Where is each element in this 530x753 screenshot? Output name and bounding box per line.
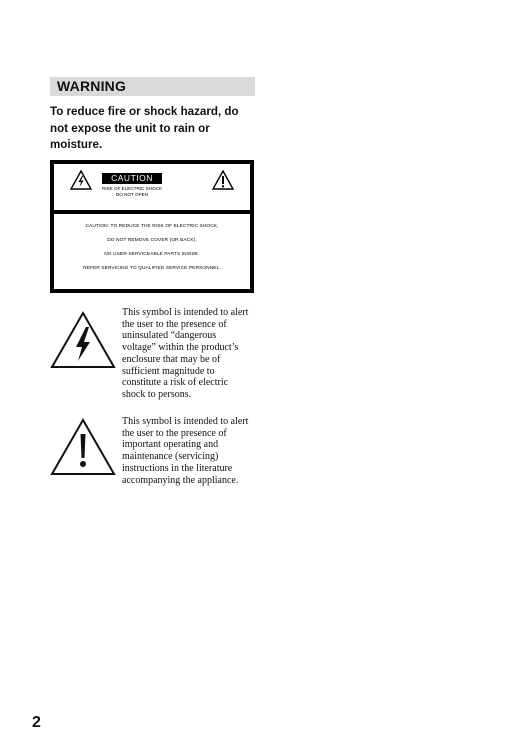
caution-body-line: CAUTION: TO REDUCE THE RISK OF ELECTRIC SHOCK,: [85, 224, 219, 229]
caution-subtitle-line: RISK OF ELECTRIC SHOCK: [102, 186, 162, 191]
description-line: shock to persons.: [122, 388, 192, 400]
caution-body-line: REFER SERVICING TO QUALIFIED SERVICE PERSONNEL.: [83, 266, 221, 271]
lightning-triangle-icon: [70, 170, 92, 190]
hazard-line: moisture.: [50, 138, 103, 151]
caution-subtitle-line: DO NOT OPEN: [115, 192, 149, 197]
description-line: voltage” within the product’s: [122, 342, 239, 354]
description-line: the user to the presence of: [122, 318, 227, 330]
description-line: important operating and: [122, 439, 219, 451]
caution-title: CAUTION: [102, 173, 162, 184]
exclamation-warning-icon: [50, 418, 116, 476]
lightning-symbol-description: [122, 307, 258, 401]
hazard-statement: [50, 104, 255, 154]
description-line: sufficient magnitude to: [122, 365, 215, 377]
lightning-warning-icon: [50, 311, 116, 369]
caution-subtitle: [94, 186, 170, 198]
caution-label: [50, 160, 254, 293]
caution-body-line: NO USER-SERVICEABLE PARTS INSIDE.: [104, 252, 200, 257]
description-line: constitute a risk of electric: [122, 377, 229, 389]
description-line: This symbol is intended to alert: [122, 416, 249, 427]
description-line: enclosure that may be of: [122, 353, 221, 365]
description-line: maintenance (servicing): [122, 451, 219, 463]
hazard-line: not expose the unit to rain or: [50, 121, 210, 135]
description-line: accompanying the appliance.: [122, 474, 239, 486]
exclamation-symbol-description: [122, 416, 258, 486]
page-number: 2: [32, 714, 41, 731]
description-line: the user to the presence of: [122, 427, 227, 439]
warning-heading: WARNING: [57, 78, 127, 94]
caution-label-body: [54, 214, 250, 289]
description-line: This symbol is intended to alert: [122, 307, 249, 318]
description-line: instructions in the literature: [122, 462, 233, 474]
caution-body-line: DO NOT REMOVE COVER (OR BACK).: [107, 238, 197, 243]
warning-heading-bar: [50, 77, 255, 96]
description-line: uninsulated “dangerous: [122, 330, 217, 342]
hazard-line: To reduce fire or shock hazard, do: [50, 105, 239, 118]
caution-label-header: [54, 164, 250, 210]
exclamation-triangle-icon: [212, 170, 234, 190]
